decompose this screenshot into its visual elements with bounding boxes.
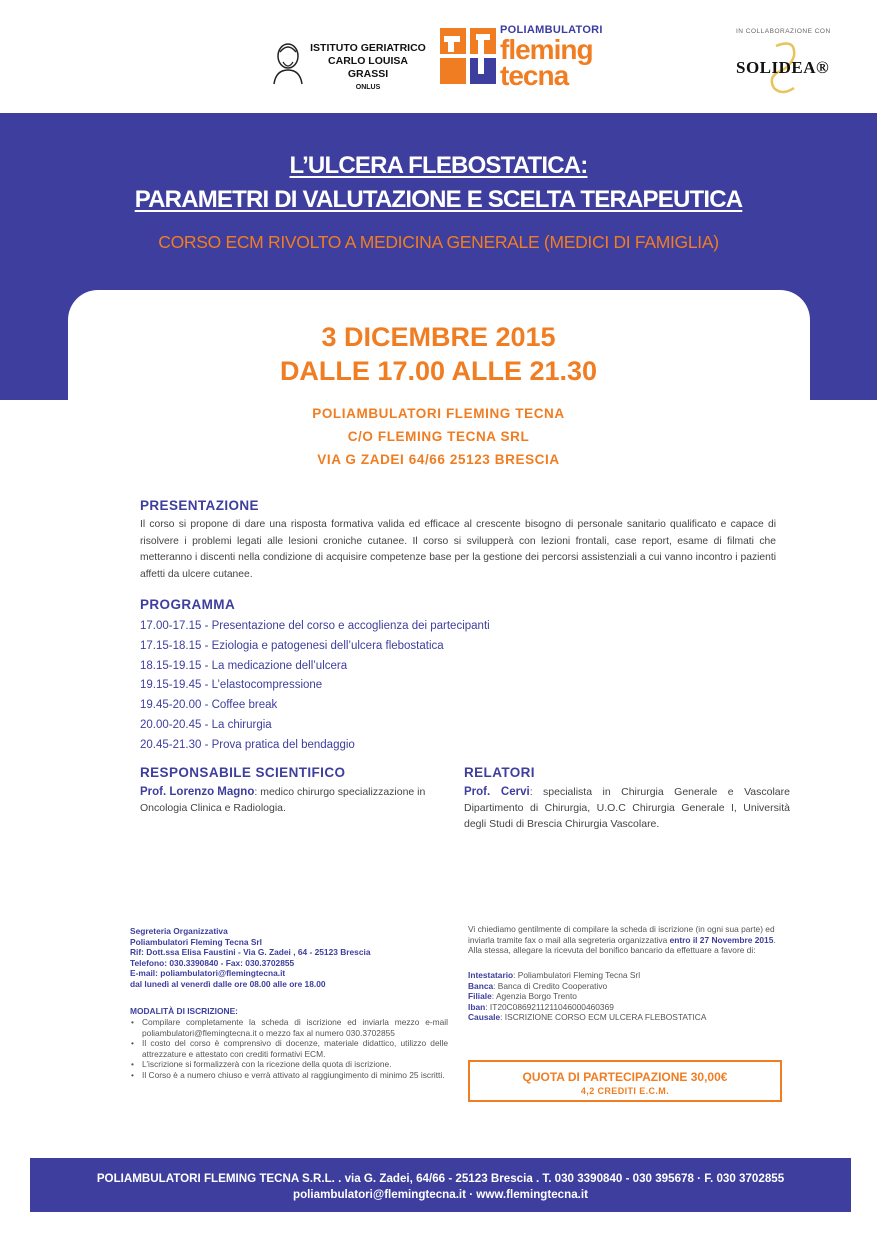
- bonifico-banca-label: Banca: [468, 980, 494, 991]
- programma-item: 17.00-17.15 - Presentazione del corso e accoglienza dei partecipanti: [140, 620, 490, 632]
- modalita-list: [130, 1017, 448, 1081]
- bonifico-intestatario-value: : Poliambulatori Fleming Tecna Srl: [513, 970, 641, 980]
- bonifico-iban-value: : IT20C0869211211046000460369: [485, 1001, 614, 1012]
- segreteria-line1: Segreteria Organizzativa: [130, 926, 228, 936]
- footer-contacts[interactable]: poliambulatori@flemingtecna.it · www.flemingtecna.it: [293, 1188, 588, 1201]
- richiesta-part2: . Alla stessa, allegare la ricevuta del bonifico bancario da effettuare a favore di:: [468, 934, 776, 956]
- modalita-item: • Il costo del corso è comprensivo di docenze, materiale didattico, utilizzo delle attrezzature e attestato con crediti formativi ECM.: [130, 1038, 448, 1059]
- collaborazione-label: IN COLLABORAZIONE CON: [736, 28, 831, 35]
- fleming-tecna-logo-top: POLIAMBULATORI: [500, 24, 603, 36]
- programma-item: 19.45-20.00 - Coffee break: [140, 699, 278, 712]
- igg-line2: CARLO LOUISA GRASSI: [328, 55, 408, 80]
- istituto-geriatrico-logo: [268, 40, 428, 91]
- programma-item: 18.15-19.15 - La medicazione dell’ulcera: [140, 659, 348, 672]
- programma-heading: PROGRAMMA: [140, 597, 236, 612]
- richiesta-deadline: entro il 27 Novembre 2015: [669, 934, 774, 945]
- relatori-text: [464, 784, 790, 832]
- programma-list: [140, 617, 660, 756]
- bonifico-iban-label: Iban: [468, 1001, 486, 1012]
- relatori-name: Prof. Cervi: [464, 786, 530, 798]
- venue-line2: C/O FLEMING TECNA SRL: [347, 429, 530, 444]
- fleming-tecna-mark-icon: [440, 28, 498, 88]
- modalita-heading: MODALITÀ DI ISCRIZIONE:: [130, 1006, 238, 1016]
- programma-item: 19.15-19.45 - L’elastocompressione: [140, 679, 323, 692]
- modalita-item: • L’iscrizione si formalizzerà con la ricezione della quota di iscrizione.: [130, 1059, 448, 1070]
- portrait-icon: [268, 40, 308, 85]
- igg-line3: ONLUS: [355, 84, 381, 91]
- presentazione-text: Il corso si propone di dare una risposta formativa valida ed efficace al crescente bisogno di personale sanitario qualificato e capace di risolvere i problemi legati alle lesioni croniche cutanee. Il corso si svilupperà con lezioni frontali, case report, esame di filmati che metteranno i discenti nella condizione di acquisire competenze base per la gestione dei percorsi assistenziali a cui vanno incontro i pazienti affetti da ulcere cutanee.: [140, 519, 776, 580]
- relatori-heading: RELATORI: [464, 765, 535, 780]
- presentazione-heading: PRESENTAZIONE: [140, 498, 259, 513]
- subtitle: CORSO ECM RIVOLTO A MEDICINA GENERALE (MEDICI DI FAMIGLIA): [158, 232, 719, 252]
- segreteria-block: [130, 926, 450, 990]
- solidea-name: SOLIDEA®: [736, 58, 830, 77]
- richiesta-part1: Vi chiediamo gentilmente di compilare la scheda di iscrizione (in ogni sua parte) ed inviarla tramite fax o mail alla segreteria organizzativa: [468, 924, 775, 945]
- programma-item: 17.15-18.15 - Eziologia e patogenesi dell’ulcera flebostatica: [140, 639, 444, 652]
- footer-address: POLIAMBULATORI FLEMING TECNA S.R.L. . via G. Zadei, 64/66 - 25123 Brescia . T. 030 3390840 - 030 395678 · F. 030 3702855: [96, 1172, 785, 1185]
- event-time: DALLE 17.00 ALLE 21.30: [279, 356, 598, 386]
- content-panel: [68, 290, 810, 420]
- bonifico-intestatario: [468, 970, 786, 981]
- segreteria-hours: dal lunedì al venerdì dalle ore 08.00 alle ore 18.00: [130, 978, 326, 989]
- bonifico-filiale: [468, 991, 786, 1002]
- solidea-logo: [730, 28, 850, 98]
- bonifico-block: [468, 970, 786, 1023]
- segreteria-line3: Rif: Dott.ssa Elisa Faustini - Via G. Zadei , 64 - 25123 Brescia: [130, 947, 371, 958]
- bonifico-causale: [468, 1012, 786, 1023]
- programma-item: 20.45-21.30 - Prova pratica del bendaggio: [140, 738, 355, 751]
- title-line1: L’ULCERA FLEBOSTATICA:: [289, 152, 588, 179]
- programma-item: 20.00-20.45 - La chirurgia: [140, 718, 272, 731]
- modalita-item: • Compilare completamente la scheda di iscrizione ed inviarla mezzo e-mail poliambulatori@flemingtecna.it o mezzo fax al numero 030.3702855: [130, 1017, 448, 1038]
- fleming-tecna-logo-word1: fleming: [500, 34, 593, 65]
- bonifico-filiale-label: Filiale: [468, 991, 492, 1002]
- segreteria-line2: Poliambulatori Fleming Tecna Srl: [130, 936, 263, 947]
- responsabile-text: [140, 784, 440, 816]
- responsabile-desc: : medico chirurgo specializzazione in Oncologia Clinica e Radiologia.: [140, 786, 426, 814]
- footer-band: [30, 1158, 851, 1212]
- richiesta-text: [468, 924, 786, 956]
- segreteria-email[interactable]: E-mail: poliambulatori@flemingtecna.it: [130, 968, 286, 979]
- venue-line1: POLIAMBULATORI FLEMING TECNA: [312, 406, 565, 421]
- venue-line3: VIA G ZADEI 64/66 25123 BRESCIA: [317, 452, 560, 467]
- relatori-desc: : specialista in Chirurgia Generale e Vascolare Dipartimento di Chirurgia, U.O.C Chirurgia Generale I, Università degli Studi di Brescia Chirurgia Vascolare.: [464, 786, 790, 830]
- bonifico-intestatario-label: Intestatario: [468, 970, 514, 980]
- fleming-tecna-logo: [440, 22, 620, 94]
- fleming-tecna-logo-word2: tecna: [500, 60, 569, 91]
- segreteria-phone: Telefono: 030.3390840 - Fax: 030.3702855: [130, 957, 295, 968]
- bonifico-filiale-value: : Agenzia Borgo Trento: [491, 991, 577, 1002]
- responsabile-heading: RESPONSABILE SCIENTIFICO: [140, 765, 346, 780]
- quota-price: QUOTA DI PARTECIPAZIONE 30,00€: [522, 1070, 728, 1084]
- title-line2: PARAMETRI DI VALUTAZIONE E SCELTA TERAPEUTICA: [134, 186, 743, 213]
- responsabile-name: Prof. Lorenzo Magno: [140, 786, 255, 798]
- bonifico-banca: [468, 981, 786, 992]
- bonifico-banca-value: : Banca di Credito Cooperativo: [493, 980, 608, 991]
- bonifico-causale-label: Causale: [468, 1012, 501, 1023]
- modalita-item: • Il Corso è a numero chiuso e verrà attivato al raggiungimento di minimo 25 iscritti.: [130, 1070, 448, 1081]
- bonifico-iban: [468, 1002, 786, 1013]
- event-date: 3 DICEMBRE 2015: [321, 322, 556, 352]
- quota-credits: 4,2 CREDITI E.C.M.: [580, 1086, 670, 1096]
- bonifico-causale-value: : ISCRIZIONE CORSO ECM ULCERA FLEBOSTATICA: [500, 1012, 707, 1023]
- igg-line1: ISTITUTO GERIATRICO: [310, 42, 426, 54]
